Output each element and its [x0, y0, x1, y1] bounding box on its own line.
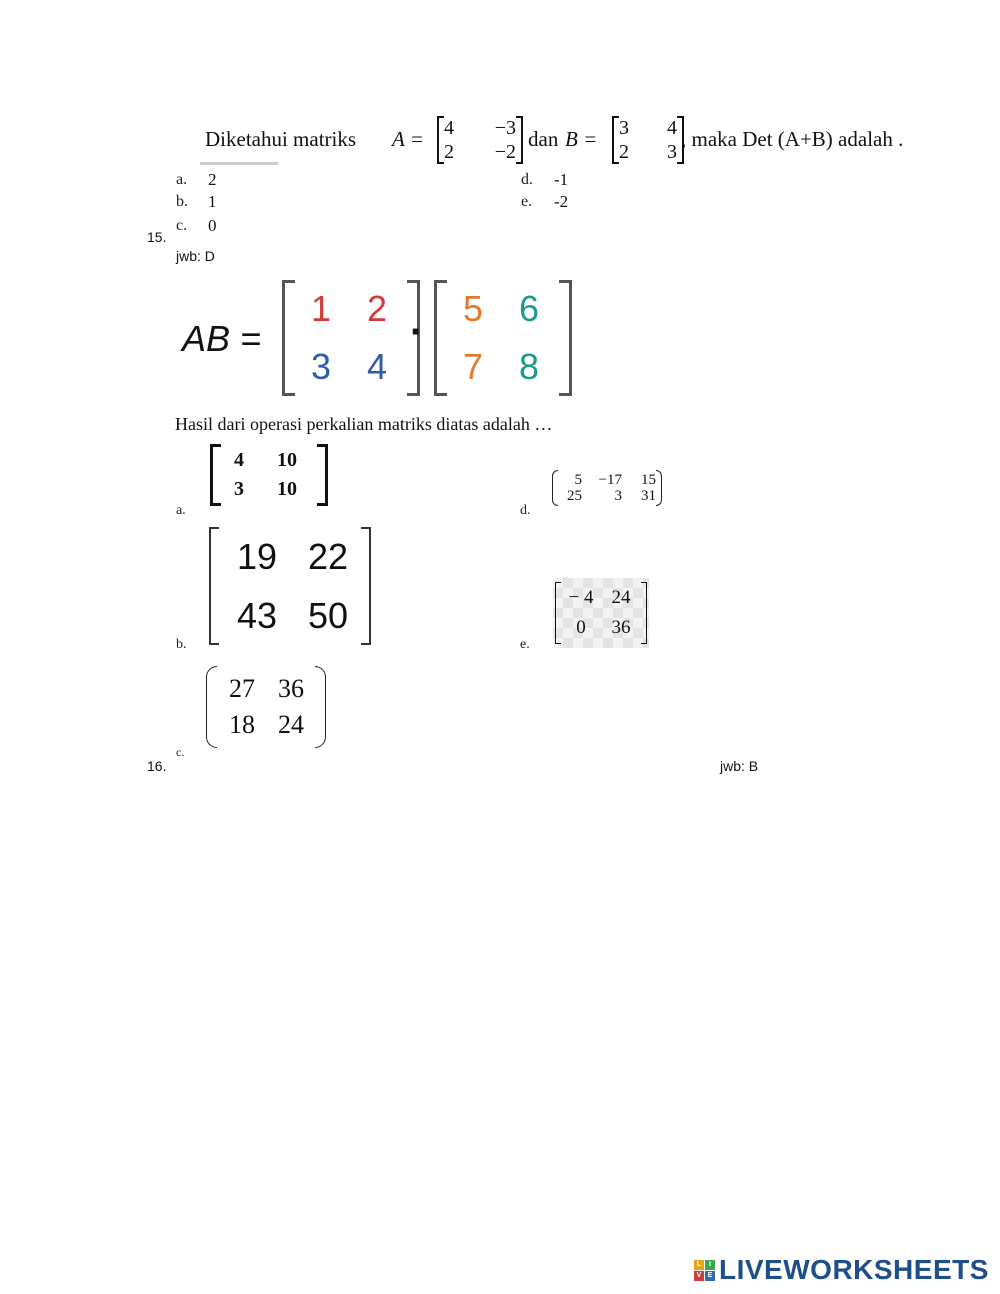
q15-option-a-value: 2 [208, 170, 217, 189]
matrix-cell: 1 [310, 288, 332, 329]
q16-option-e-matrix [555, 582, 647, 644]
matrix-cell: 19 [236, 536, 278, 577]
matrix-cell: 7 [462, 346, 484, 387]
matrix-cell: 36 [278, 674, 304, 703]
q16-ab-label: AB = [182, 318, 262, 359]
matrix-cell: 43 [236, 595, 278, 636]
q16-question: Hasil dari operasi perkalian matriks diatas adalah … [175, 414, 553, 434]
matrix-cell: 50 [307, 595, 349, 636]
matrix-cell: 4 [366, 346, 388, 387]
matrix-cell: 2 [366, 288, 388, 329]
matrix-cell: −2 [494, 141, 516, 163]
matrix-cell: 6 [518, 288, 540, 329]
q15-option-d-value: -1 [554, 170, 569, 189]
matrix-cell: 3 [619, 117, 629, 139]
matrix-cell: 4 [234, 449, 244, 471]
q15-answer: jwb: D [176, 248, 215, 264]
logo-mark-icon [694, 1260, 715, 1281]
matrix-cell: 18 [229, 710, 255, 739]
logo-mark-letter: L [694, 1260, 704, 1270]
matrix-cell: 10 [277, 478, 297, 500]
matrix-cell: 31 [641, 488, 656, 504]
q15-option-a-letter: a. [176, 171, 188, 188]
q15-stem-post: , maka Det (A+B) adalah . [681, 127, 904, 151]
q16-option-c-matrix [206, 666, 326, 748]
matrix-cell: 4 [667, 117, 677, 139]
matrix-cell: 3 [667, 141, 677, 163]
matrix-cell: 24 [611, 587, 631, 608]
q15-matrix-a [437, 116, 523, 164]
logo-text: LIVEWORKSHEETS [719, 1254, 989, 1285]
logo-mark-letter: I [705, 1260, 715, 1270]
q15-matrix-a-name: A = [392, 127, 424, 151]
q15-option-b-letter: b. [176, 193, 188, 210]
matrix-cell: 24 [278, 710, 304, 739]
q15-number: 15. [147, 229, 167, 245]
matrix-cell: 36 [611, 617, 631, 638]
matrix-cell: 2 [619, 141, 629, 163]
q16-option-b-letter: b. [176, 637, 187, 652]
matrix-cell: − 4 [568, 587, 594, 608]
liveworksheets-logo [694, 1254, 989, 1286]
q16-option-b-matrix [209, 527, 371, 645]
matrix-cell: 5 [462, 288, 484, 329]
matrix-cell: 4 [444, 117, 454, 139]
q16-option-c-letter: c. [176, 745, 185, 759]
q16-option-d-matrix [552, 470, 662, 506]
matrix-cell: 8 [518, 346, 540, 387]
matrix-cell: 10 [277, 449, 297, 471]
q15-stem-text: Diketahui matriks [205, 127, 357, 151]
q16-answer: jwb: B [720, 758, 759, 774]
q15-option-e-value: -2 [554, 192, 569, 211]
matrix-cell: 25 [567, 488, 582, 504]
matrix-cell: 3 [234, 478, 244, 500]
q16-option-a-letter: a. [176, 503, 186, 518]
q15-option-e-letter: e. [521, 193, 533, 210]
q16-option-d-letter: d. [520, 503, 531, 518]
q15-matrix-b [612, 116, 684, 164]
divider [200, 162, 278, 165]
matrix-cell: 27 [229, 674, 255, 703]
matrix-cell: 2 [444, 141, 454, 163]
matrix-cell: 15 [641, 472, 656, 488]
matrix-cell: 0 [576, 617, 586, 638]
q16-left-matrix [282, 280, 420, 396]
q16-option-a-matrix [210, 444, 328, 506]
logo-mark-letter: V [694, 1271, 704, 1281]
matrix-cell: −17 [598, 472, 622, 488]
q16-option-e-letter: e. [520, 637, 530, 652]
q15-option-d-letter: d. [521, 171, 533, 188]
matrix-cell: 3 [614, 488, 622, 504]
q15-option-c-value: 0 [208, 216, 217, 235]
matrix-cell: 5 [574, 472, 582, 488]
q16-right-matrix [434, 280, 572, 396]
q15-option-c-letter: c. [176, 217, 188, 234]
q15-conj: dan [528, 127, 559, 151]
q16-dot: · [410, 310, 424, 354]
matrix-cell: 22 [307, 536, 349, 577]
matrix-cell: 3 [310, 346, 332, 387]
matrix-cell: −3 [494, 117, 516, 139]
q16-number: 16. [147, 758, 167, 774]
q15-option-b-value: 1 [208, 192, 217, 211]
q15-matrix-b-name: B = [565, 127, 598, 151]
logo-mark-letter: E [705, 1271, 715, 1281]
